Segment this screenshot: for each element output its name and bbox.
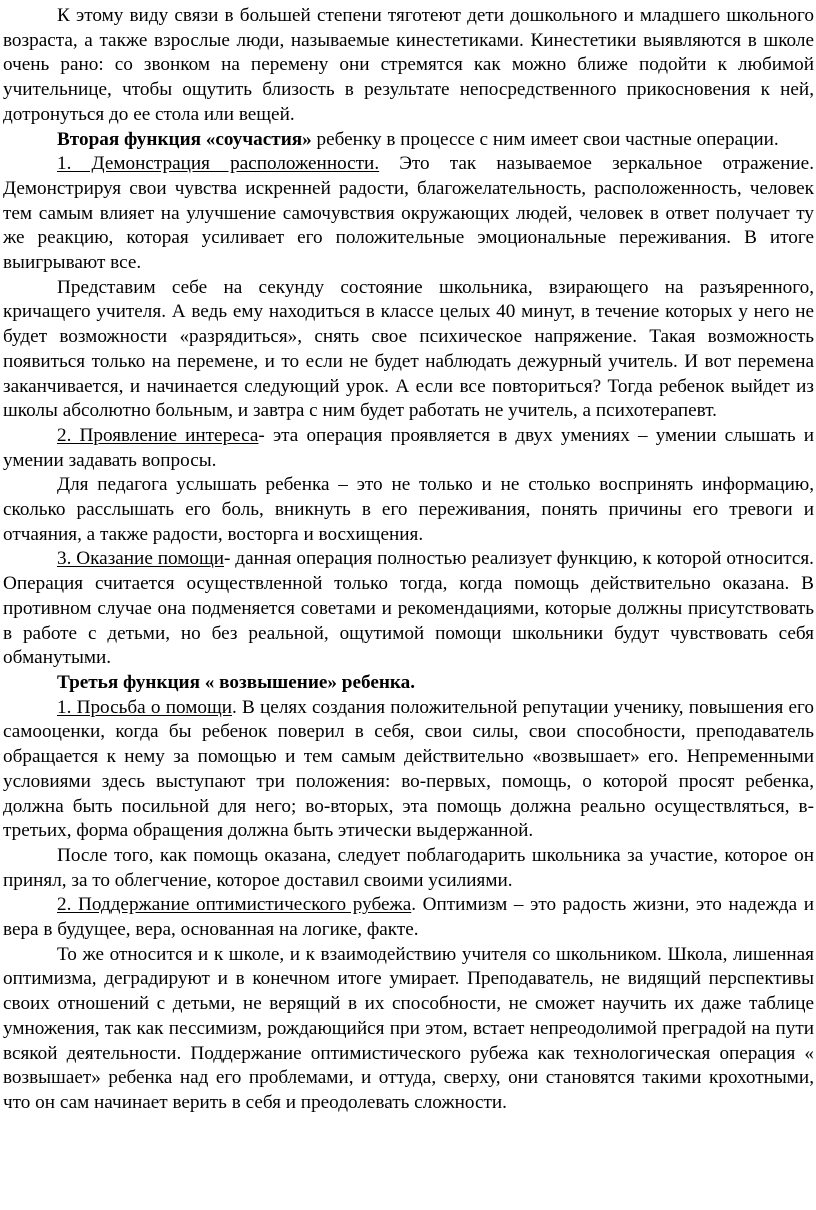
paragraph-text: Для педагога услышать ребенка – это не только и не столько воспринять информацию, сколько расслышать его боль, вникнуть в его переживания, понять причины его тревоги и отчаяния, а также радости, восторга и восхищения. [3,474,814,545]
paragraph-listening [3,473,814,547]
paragraph-help [3,547,814,671]
paragraph-request-help [3,696,814,844]
paragraph-text: - данная операция полностью реализует функцию, к которой относится. Операция считается осуществленной только тогда, когда помощь действительно оказана. В противном случае она подменяется советами и рекомендациями, которые должны присутствовать в работе с детьми, но без реальной, ощутимой помощи школьники будут чувствовать себя обманутыми. [3,548,814,669]
help-heading: 3. Оказание помощи [57,548,225,570]
paragraph-text: - эта операция проявляется в двух умениях – умении слышать и умении задавать вопросы. [3,424,814,471]
paragraph-gratitude [3,844,814,893]
optimism-heading: 2. Поддержание оптимистического рубежа [57,894,412,916]
paragraph-text: Представим себе на секунду состояние школьника, взирающего на разъяренного, кричащего учителя. А ведь ему находиться в классе целых 40 минут, в течение которых у него не будет возможности «разрядиться», снять свое психическое напряжение. Такая возможность появиться только на перемене, и то если не будет наблюдать дежурный учитель. И вот перемена заканчивается, и начинается следующий урок. А если все повториться? Тогда ребенок выйдет из школы абсолютно больным, и завтра с ним будет работать не учитель, а психотерапевт. [3,276,814,422]
paragraph-kinesthetics [3,4,814,128]
paragraph-angry-teacher [3,276,814,424]
paragraph-text: . В целях создания положительной репутации ученику, повышения его самооценки, когда бы ребенок поверил в себя, свои силы, свои способности, преподаватель обращается к нему за помощью и тем самым действительно «возвышает» его. Непременными условиями здесь выступают три положения: во-первых, помощь, о которой просят ребенка, должна быть посильной для него; во-вторых, эта помощь должна реально осуществляться, в-третьих, форма обращения должна быть этически выдержанной. [3,696,814,842]
demonstration-heading: 1. Демонстрация расположенности. [57,153,380,175]
paragraph-optimism [3,893,814,942]
third-function-heading: Третья функция « возвышение» ребенка. [57,671,416,693]
paragraph-text: . Оптимизм – это радость жизни, это надежда и вера в будущее, вера, основанная на логике, факте. [3,894,814,941]
paragraph-text: После того, как помощь оказана, следует поблагодарить школьника за участие, которое он принял, за то облегчение, которое доставил своими усилиями. [3,844,814,891]
second-function-heading: Вторая функция «соучастия» [57,128,312,150]
interest-heading: 2. Проявление интереса [57,424,259,446]
paragraph-interest [3,424,814,473]
paragraph-text: К этому виду связи в большей степени тяготеют дети дошкольного и младшего школьного возраста, а также взрослые люди, называемые кинестетиками. Кинестетики выявляются в школе очень рано: со звонком на перемену они стремятся как можно ближе подойти к любимой учительнице, чтобы ощутить близость в результате непосредственного прикосновения к ней, дотронуться до ее стола или вещей. [3,5,814,125]
request-help-heading: 1. Просьба о помощи [57,696,232,718]
paragraph-second-function [3,128,814,153]
paragraph-text: То же относится и к школе, и к взаимодействию учителя со школьником. Школа, лишенная оптимизма, деградируют и в конечном итоге умирает. Преподаватель, не видящий перспективы своих отношений с детьми, не верящий в их способности, не сможет научить их даже таблице умножения, так как пессимизм, рождающийся при этом, встает непреодолимой преградой на пути всякой деятельности. Поддержание оптимистического рубежа как технологическая операция « возвышает» ребенка над его проблемами, и оттуда, сверху, они становятся такими крохотными, что он сам начинает верить в себя и преодолевать сложности. [3,943,814,1113]
paragraph-school-optimism [3,943,814,1116]
paragraph-text: ребенку в процессе с ним имеет свои частные операции. [311,128,779,150]
paragraph-demonstration [3,152,814,276]
paragraph-third-function [3,671,814,696]
paragraph-text: Это так называемое зеркальное отражение. Демонстрируя свои чувства искренней радости, благожелательность, расположенность, человек тем самым влияет на улучшение самочувствия окружающих людей, человек в ответ получает ту же реакцию, которая усиливает его положительные эмоциональные переживания. В итоге выигрывают все. [3,153,814,274]
